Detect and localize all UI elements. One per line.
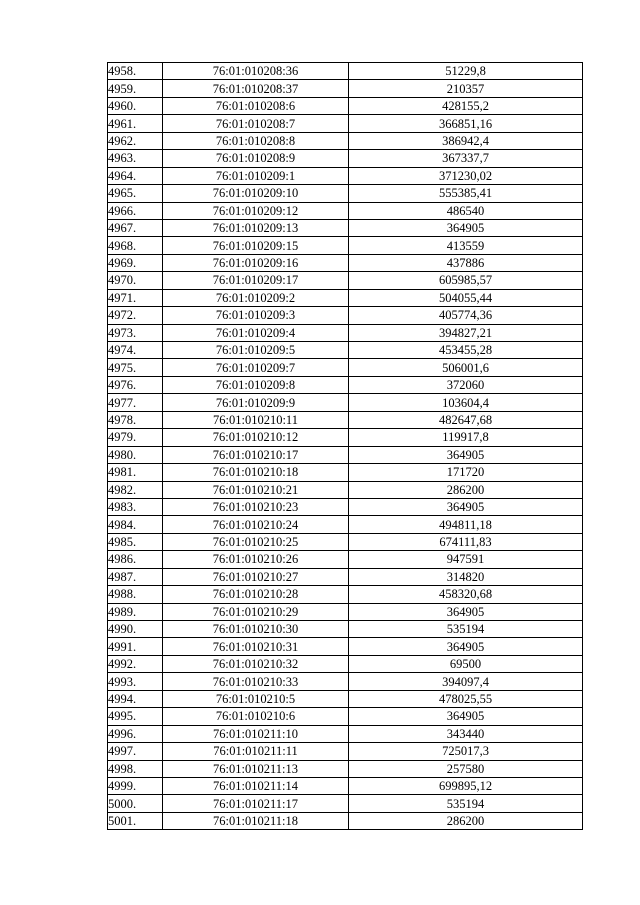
table-row <box>108 411 583 428</box>
value-cell: 286200 <box>349 481 583 498</box>
cadastral-number-cell: 76:01:010208:36 <box>163 63 349 80</box>
value-cell: 674111,83 <box>349 533 583 550</box>
table-row <box>108 690 583 707</box>
row-number-cell: 5000. <box>108 795 163 812</box>
table-row <box>108 812 583 829</box>
value-cell: 458320,68 <box>349 586 583 603</box>
cadastral-number-cell: 76:01:010211:10 <box>163 725 349 742</box>
row-number-cell: 4966. <box>108 202 163 219</box>
value-cell: 413559 <box>349 237 583 254</box>
table-row <box>108 795 583 812</box>
value-cell: 257580 <box>349 760 583 777</box>
value-cell: 119917,8 <box>349 429 583 446</box>
value-cell: 371230,02 <box>349 167 583 184</box>
cadastral-number-cell: 76:01:010208:6 <box>163 97 349 114</box>
row-number-cell: 4993. <box>108 673 163 690</box>
value-cell: 366851,16 <box>349 115 583 132</box>
cadastral-number-cell: 76:01:010211:17 <box>163 795 349 812</box>
value-cell: 364905 <box>349 638 583 655</box>
table-row <box>108 237 583 254</box>
table-row <box>108 97 583 114</box>
value-cell: 286200 <box>349 812 583 829</box>
cadastral-number-cell: 76:01:010210:26 <box>163 551 349 568</box>
value-cell: 504055,44 <box>349 289 583 306</box>
cadastral-number-cell: 76:01:010209:8 <box>163 376 349 393</box>
cadastral-number-cell: 76:01:010210:32 <box>163 655 349 672</box>
value-cell: 394097,4 <box>349 673 583 690</box>
row-number-cell: 4979. <box>108 429 163 446</box>
value-cell: 535194 <box>349 621 583 638</box>
cadastral-number-cell: 76:01:010208:37 <box>163 80 349 97</box>
table-row <box>108 551 583 568</box>
cadastral-number-cell: 76:01:010210:6 <box>163 708 349 725</box>
row-number-cell: 4963. <box>108 150 163 167</box>
row-number-cell: 4970. <box>108 272 163 289</box>
row-number-cell: 4964. <box>108 167 163 184</box>
value-cell: 437886 <box>349 254 583 271</box>
table-row <box>108 708 583 725</box>
row-number-cell: 4960. <box>108 97 163 114</box>
cadastral-number-cell: 76:01:010210:30 <box>163 621 349 638</box>
row-number-cell: 4976. <box>108 376 163 393</box>
table-row <box>108 324 583 341</box>
row-number-cell: 4998. <box>108 760 163 777</box>
cadastral-number-cell: 76:01:010210:33 <box>163 673 349 690</box>
cadastral-number-cell: 76:01:010210:25 <box>163 533 349 550</box>
value-cell: 171720 <box>349 464 583 481</box>
value-cell: 405774,36 <box>349 307 583 324</box>
table-row <box>108 254 583 271</box>
row-number-cell: 4992. <box>108 655 163 672</box>
table-row <box>108 464 583 481</box>
row-number-cell: 4972. <box>108 307 163 324</box>
table-row <box>108 655 583 672</box>
table-row <box>108 289 583 306</box>
row-number-cell: 4985. <box>108 533 163 550</box>
cadastral-number-cell: 76:01:010209:3 <box>163 307 349 324</box>
cadastral-number-cell: 76:01:010209:2 <box>163 289 349 306</box>
cadastral-number-cell: 76:01:010209:13 <box>163 219 349 236</box>
row-number-cell: 4986. <box>108 551 163 568</box>
table-row <box>108 481 583 498</box>
cadastral-number-cell: 76:01:010210:11 <box>163 411 349 428</box>
row-number-cell: 4959. <box>108 80 163 97</box>
row-number-cell: 4962. <box>108 132 163 149</box>
table-row <box>108 150 583 167</box>
cadastral-number-cell: 76:01:010209:7 <box>163 359 349 376</box>
value-cell: 364905 <box>349 219 583 236</box>
cadastral-number-cell: 76:01:010211:14 <box>163 777 349 794</box>
value-cell: 367337,7 <box>349 150 583 167</box>
row-number-cell: 4982. <box>108 481 163 498</box>
cadastral-number-cell: 76:01:010210:18 <box>163 464 349 481</box>
table-row <box>108 725 583 742</box>
value-cell: 428155,2 <box>349 97 583 114</box>
value-cell: 535194 <box>349 795 583 812</box>
table-row <box>108 498 583 515</box>
cadastral-number-cell: 76:01:010211:11 <box>163 743 349 760</box>
value-cell: 486540 <box>349 202 583 219</box>
table-row <box>108 342 583 359</box>
row-number-cell: 4984. <box>108 516 163 533</box>
table-row <box>108 568 583 585</box>
cadastral-number-cell: 76:01:010209:9 <box>163 394 349 411</box>
value-cell: 314820 <box>349 568 583 585</box>
row-number-cell: 4968. <box>108 237 163 254</box>
row-number-cell: 4977. <box>108 394 163 411</box>
table-row <box>108 516 583 533</box>
row-number-cell: 4974. <box>108 342 163 359</box>
row-number-cell: 4971. <box>108 289 163 306</box>
value-cell: 364905 <box>349 708 583 725</box>
value-cell: 372060 <box>349 376 583 393</box>
cadastral-number-cell: 76:01:010209:1 <box>163 167 349 184</box>
row-number-cell: 4997. <box>108 743 163 760</box>
value-cell: 364905 <box>349 603 583 620</box>
cadastral-number-cell: 76:01:010210:5 <box>163 690 349 707</box>
value-cell: 555385,41 <box>349 185 583 202</box>
table-row <box>108 272 583 289</box>
row-number-cell: 4987. <box>108 568 163 585</box>
row-number-cell: 4994. <box>108 690 163 707</box>
cadastral-number-cell: 76:01:010210:28 <box>163 586 349 603</box>
table-row <box>108 219 583 236</box>
cadastral-number-cell: 76:01:010208:8 <box>163 132 349 149</box>
table-row <box>108 760 583 777</box>
value-cell: 69500 <box>349 655 583 672</box>
value-cell: 478025,55 <box>349 690 583 707</box>
row-number-cell: 4967. <box>108 219 163 236</box>
row-number-cell: 4988. <box>108 586 163 603</box>
cadastral-number-cell: 76:01:010208:9 <box>163 150 349 167</box>
value-cell: 453455,28 <box>349 342 583 359</box>
cadastral-number-cell: 76:01:010210:31 <box>163 638 349 655</box>
row-number-cell: 4983. <box>108 498 163 515</box>
row-number-cell: 5001. <box>108 812 163 829</box>
value-cell: 364905 <box>349 446 583 463</box>
cadastral-number-cell: 76:01:010209:4 <box>163 324 349 341</box>
table-row <box>108 63 583 80</box>
cadastral-number-cell: 76:01:010209:10 <box>163 185 349 202</box>
value-cell: 394827,21 <box>349 324 583 341</box>
cadastral-number-cell: 76:01:010210:27 <box>163 568 349 585</box>
row-number-cell: 4961. <box>108 115 163 132</box>
table-row <box>108 777 583 794</box>
table-row <box>108 80 583 97</box>
value-cell: 386942,4 <box>349 132 583 149</box>
value-cell: 482647,68 <box>349 411 583 428</box>
table-body <box>108 63 583 830</box>
row-number-cell: 4989. <box>108 603 163 620</box>
value-cell: 725017,3 <box>349 743 583 760</box>
cadastral-number-cell: 76:01:010210:21 <box>163 481 349 498</box>
row-number-cell: 4990. <box>108 621 163 638</box>
row-number-cell: 4975. <box>108 359 163 376</box>
value-cell: 51229,8 <box>349 63 583 80</box>
cadastral-number-cell: 76:01:010210:29 <box>163 603 349 620</box>
table-row <box>108 743 583 760</box>
value-cell: 210357 <box>349 80 583 97</box>
row-number-cell: 4999. <box>108 777 163 794</box>
table-row <box>108 394 583 411</box>
cadastral-number-cell: 76:01:010209:12 <box>163 202 349 219</box>
value-cell: 699895,12 <box>349 777 583 794</box>
row-number-cell: 4995. <box>108 708 163 725</box>
row-number-cell: 4980. <box>108 446 163 463</box>
value-cell: 506001,6 <box>349 359 583 376</box>
table-row <box>108 167 583 184</box>
row-number-cell: 4958. <box>108 63 163 80</box>
value-cell: 364905 <box>349 498 583 515</box>
table-row <box>108 446 583 463</box>
row-number-cell: 4965. <box>108 185 163 202</box>
table-row <box>108 359 583 376</box>
table-row <box>108 376 583 393</box>
cadastral-number-cell: 76:01:010210:17 <box>163 446 349 463</box>
value-cell: 103604,4 <box>349 394 583 411</box>
row-number-cell: 4996. <box>108 725 163 742</box>
row-number-cell: 4969. <box>108 254 163 271</box>
table-row <box>108 185 583 202</box>
table-row <box>108 115 583 132</box>
row-number-cell: 4978. <box>108 411 163 428</box>
table-row <box>108 586 583 603</box>
cadastral-number-cell: 76:01:010211:18 <box>163 812 349 829</box>
table-row <box>108 429 583 446</box>
table-row <box>108 638 583 655</box>
row-number-cell: 4981. <box>108 464 163 481</box>
cadastral-number-cell: 76:01:010209:15 <box>163 237 349 254</box>
cadastral-number-cell: 76:01:010210:23 <box>163 498 349 515</box>
cadastral-value-table <box>107 62 583 830</box>
table-row <box>108 533 583 550</box>
cadastral-number-cell: 76:01:010209:17 <box>163 272 349 289</box>
value-cell: 494811,18 <box>349 516 583 533</box>
cadastral-number-cell: 76:01:010211:13 <box>163 760 349 777</box>
table-row <box>108 307 583 324</box>
cadastral-number-cell: 76:01:010208:7 <box>163 115 349 132</box>
cadastral-number-cell: 76:01:010210:24 <box>163 516 349 533</box>
table-row <box>108 621 583 638</box>
row-number-cell: 4973. <box>108 324 163 341</box>
value-cell: 605985,57 <box>349 272 583 289</box>
table-row <box>108 132 583 149</box>
cadastral-number-cell: 76:01:010209:16 <box>163 254 349 271</box>
value-cell: 343440 <box>349 725 583 742</box>
cadastral-number-cell: 76:01:010209:5 <box>163 342 349 359</box>
value-cell: 947591 <box>349 551 583 568</box>
table-row <box>108 202 583 219</box>
table-row <box>108 603 583 620</box>
cadastral-number-cell: 76:01:010210:12 <box>163 429 349 446</box>
row-number-cell: 4991. <box>108 638 163 655</box>
table-row <box>108 673 583 690</box>
